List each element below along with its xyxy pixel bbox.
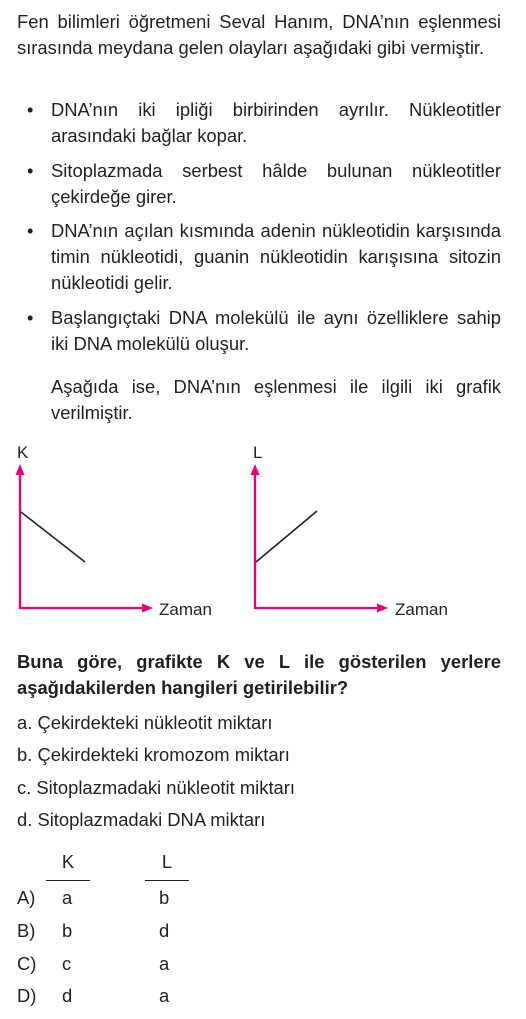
answer-l-value: a: [159, 985, 170, 1006]
event-list: [17, 97, 501, 366]
answer-k-value: d: [62, 985, 73, 1006]
graphs-intro: Aşağıda ise, DNA’nın eşlenmesi ile ilgili iki grafik verilmiştir.: [51, 376, 501, 423]
graph-k-ylabel: K: [17, 443, 29, 462]
column-header-k-rule: [46, 880, 90, 881]
graph-k-y-arrow: [16, 464, 25, 475]
options-list: [17, 707, 295, 836]
answer-k-value: b: [62, 920, 73, 941]
answer-row-d[interactable]: [17, 985, 237, 1011]
list-item-text: Sitoplazmada serbest hâlde bulunan nükleotitler çekirdeğe girer.: [51, 160, 501, 207]
answer-label: B): [17, 920, 36, 941]
graph-l-ylabel: L: [253, 443, 263, 462]
list-item-text: DNA’nın iki ipliği birbirinden ayrılır. Nükleotitler arasındaki bağlar kopar.: [51, 99, 501, 146]
answer-label: D): [17, 985, 37, 1006]
list-item-text: DNA’nın açılan kısmında adenin nükleotidin karşısında timin nükleotidi, guanin nükleotidin karışısına sitozin nükleotidi gelir.: [51, 220, 501, 293]
graph-k: [10, 440, 250, 625]
answer-row-b[interactable]: [17, 920, 237, 946]
answer-table: [17, 851, 237, 1011]
graph-k-trend-line: [21, 512, 85, 562]
bullet-icon: •: [27, 99, 34, 120]
list-item-text: Başlangıçtaki DNA molekülü ile aynı özelliklere sahip iki DNA molekülü oluşur.: [51, 307, 501, 354]
graph-l-x-arrow: [377, 604, 388, 613]
graph-l-xlabel: Zaman: [395, 600, 448, 619]
column-header-k: K: [61, 851, 75, 872]
answer-k-value: c: [62, 953, 72, 974]
graph-k-plot: [10, 440, 250, 625]
answer-row-a[interactable]: [17, 887, 237, 913]
answer-label: C): [17, 953, 37, 974]
answer-row-c[interactable]: [17, 953, 237, 979]
graph-l-plot: [245, 440, 485, 625]
bullet-icon: •: [27, 160, 34, 181]
option-item: c. Sitoplazmadaki nükleotit miktarı: [17, 776, 296, 798]
bullet-icon: •: [27, 220, 34, 241]
answer-k-value: a: [62, 887, 73, 908]
bullet-icon: •: [27, 307, 34, 328]
option-item: d. Sitoplazmadaki DNA miktarı: [17, 808, 266, 830]
answer-l-value: b: [159, 887, 170, 908]
column-header-l-rule: [145, 880, 189, 881]
graph-k-xlabel: Zaman: [159, 600, 212, 619]
list-item: [17, 305, 501, 357]
graph-l-trend-line: [256, 511, 317, 562]
intro-paragraph: Fen bilimleri öğretmeni Seval Hanım, DNA’nın eşlenmesi sırasında meydana gelen olayları aşağıdaki gibi vermiştir.: [17, 11, 501, 58]
answer-l-value: d: [159, 920, 170, 941]
graph-l: [245, 440, 485, 625]
answer-l-value: a: [159, 953, 170, 974]
list-item: [17, 97, 501, 149]
list-item: [17, 218, 501, 296]
list-item: [17, 158, 501, 210]
question-text: Buna göre, grafikte K ve L ile gösterilen yerlere aşağıdakilerden hangileri getirilebilir?: [17, 651, 501, 698]
graph-l-y-arrow: [251, 464, 260, 475]
column-header-l: L: [161, 851, 173, 872]
answer-label: A): [17, 887, 36, 908]
graph-k-x-arrow: [142, 604, 153, 613]
option-item: a. Çekirdekteki nükleotit miktarı: [17, 712, 273, 733]
option-item: b. Çekirdekteki kromozom miktarı: [17, 744, 290, 766]
